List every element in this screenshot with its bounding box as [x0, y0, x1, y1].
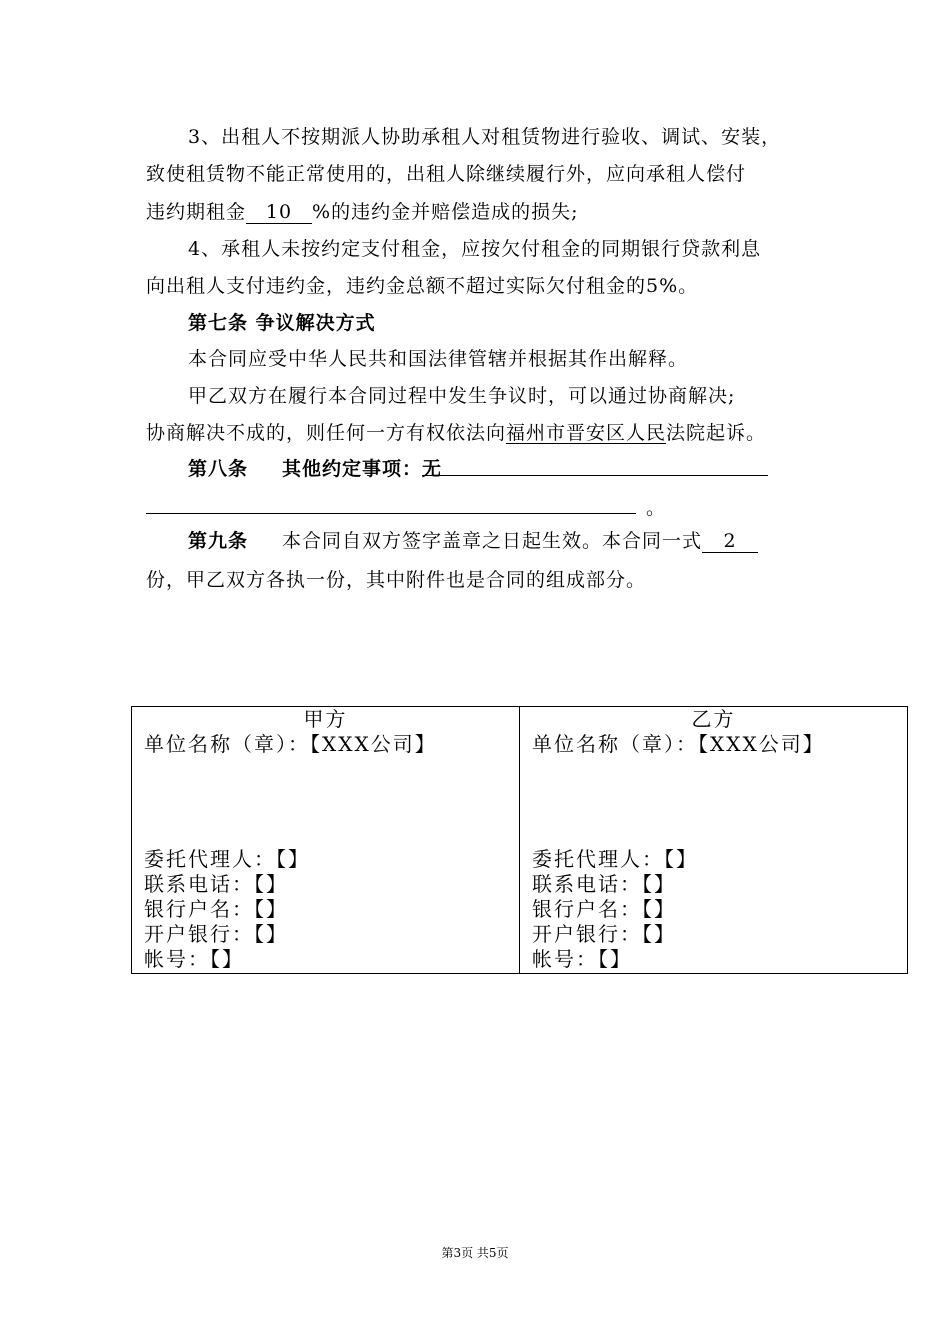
- party-b-unit: 单位名称（章）：【XXX公司】: [532, 732, 825, 756]
- party-b-phone: 联系电话：【】: [532, 872, 676, 896]
- party-a-phone: 联系电话：【】: [144, 872, 288, 896]
- party-a-account-no: 帐号：【】: [144, 947, 244, 971]
- clause-3-text-post: %的违约金并赔偿造成的损失;: [312, 201, 579, 223]
- other-terms-value: 无: [422, 458, 443, 480]
- party-b-account-no: 帐号：【】: [532, 947, 632, 971]
- court-name: 福州市晋安区人民: [506, 422, 667, 444]
- article-9-line-2: 份，甲乙双方各执一份，其中附件也是合同的组成部分。: [146, 569, 647, 591]
- article-7-heading: 第七条 争议解决方式: [188, 312, 376, 334]
- party-b-bank: 开户银行：【】: [532, 922, 676, 946]
- article-8-label: 第八条: [188, 458, 249, 480]
- article-7-text-post: 法院起诉。: [666, 422, 767, 444]
- signature-table: [131, 706, 908, 974]
- article-7-paragraph-2-line-2: [146, 417, 816, 449]
- article-8-line-2: [146, 491, 816, 524]
- party-a-bank: 开户银行：【】: [144, 922, 288, 946]
- clause-4-line-2: 向出租人支付违约金，违约金总额不超过实际欠付租金的5%。: [146, 275, 699, 297]
- clause-3-line-2: 致使租赁物不能正常使用的，出租人除继续履行外，应向承租人偿付: [146, 163, 747, 185]
- clause-3-text-pre: 违约期租金: [146, 201, 247, 223]
- clause-4-line-1: 4、承租人未按约定支付租金，应按欠付租金的同期银行贷款利息: [188, 238, 762, 260]
- article-7-paragraph-1: 本合同应受中华人民共和国法律管辖并根据其作出解释。: [188, 348, 689, 370]
- party-a-unit: 单位名称（章）：【XXX公司】: [144, 732, 437, 756]
- page-number: 第3页 共5页: [441, 1246, 509, 1260]
- article-7-paragraph-2-line-1: 甲乙双方在履行本合同过程中发生争议时，可以通过协商解决;: [188, 385, 736, 407]
- party-b-title: 乙方: [691, 707, 736, 731]
- article-7-text-pre: 协商解决不成的，则任何一方有权依法向: [146, 422, 507, 444]
- article-8-title: 其他约定事项：: [282, 458, 423, 480]
- party-b-cell: [520, 707, 908, 974]
- penalty-rate-blank: 10: [246, 201, 312, 224]
- party-a-cell: [132, 707, 520, 974]
- article-9-text: 本合同自双方签字盖章之日起生效。本合同一式: [282, 530, 703, 552]
- article-9-label: 第九条: [188, 530, 249, 552]
- article-8-line-1: [188, 453, 858, 485]
- article-9-line-1: [188, 525, 858, 557]
- other-terms-continuation-blank: [146, 491, 636, 514]
- party-a-title: 甲方: [303, 707, 348, 731]
- party-a-account-name: 银行户名：【】: [144, 897, 288, 921]
- party-a-agent: 委托代理人：【】: [144, 847, 310, 871]
- article-8-period: 。: [646, 497, 667, 519]
- clause-3-line-3: [146, 196, 816, 228]
- party-b-account-name: 银行户名：【】: [532, 897, 676, 921]
- party-b-agent: 委托代理人：【】: [532, 847, 698, 871]
- copies-blank: 2: [702, 530, 758, 553]
- clause-3-line-1: 3、出租人不按期派人协助承租人对租赁物进行验收、调试、安装，: [188, 126, 782, 148]
- other-terms-blank: [422, 453, 768, 480]
